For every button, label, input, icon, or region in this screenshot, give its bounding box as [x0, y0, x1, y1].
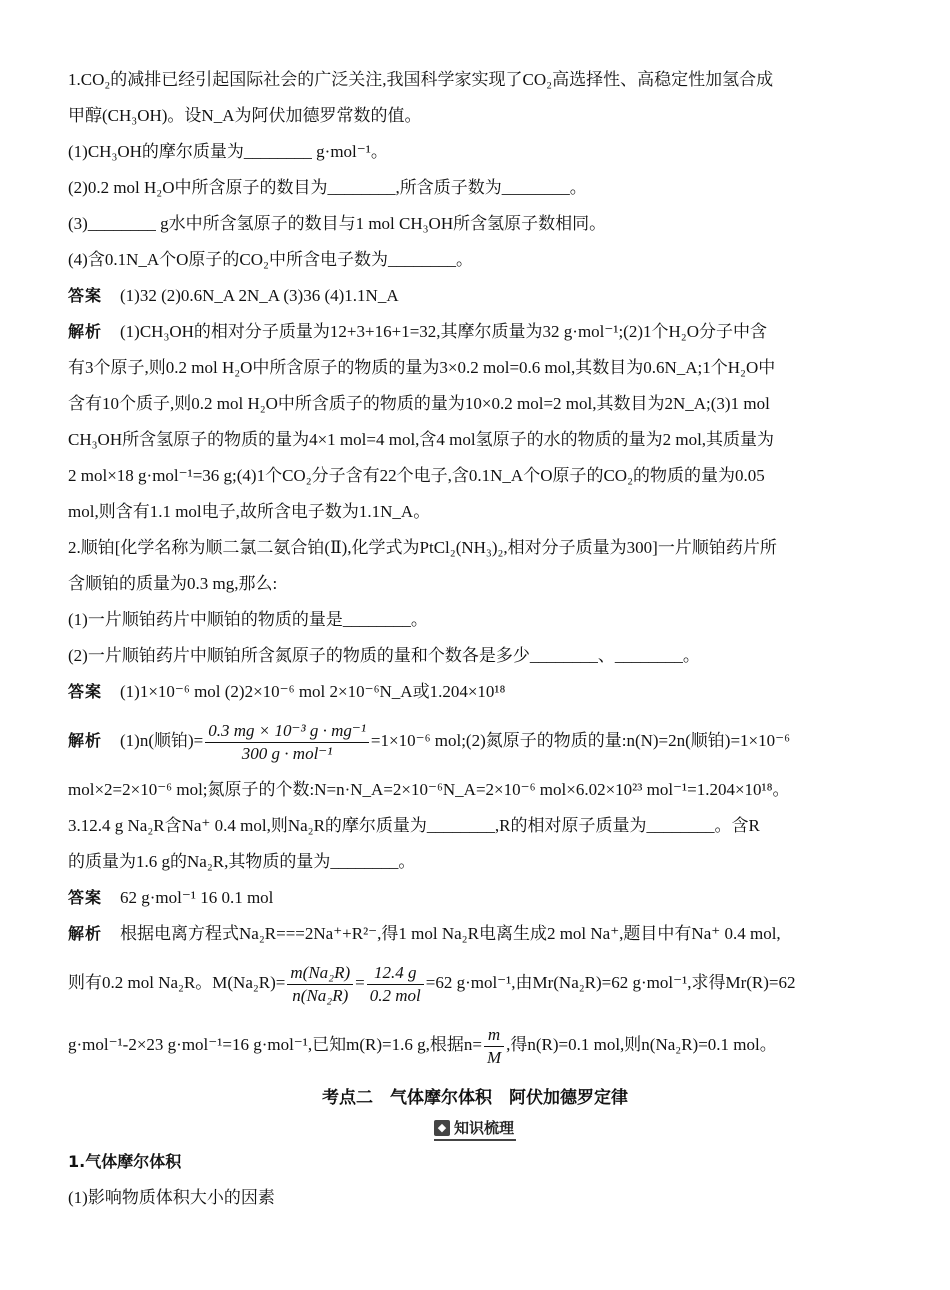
q3-stem-line1: 3.12.4 g Na₂R含Na⁺ 0.4 mol,则Na₂R的摩尔质量为________,R的相对原子质量为________。含R	[68, 816, 760, 835]
q3-stem-line2: 的质量为1.6 g的Na₂R,其物质的量为________。	[68, 852, 416, 871]
q1-answer	[68, 278, 882, 314]
q1-analysis-line6: mol,则含有1.1 mol电子,故所含电子数为1.1N_A。	[68, 502, 431, 521]
fraction-numerator: 12.4 g	[367, 962, 424, 985]
analysis-text: 根据电离方程式Na₂R===2Na⁺+R²⁻,得1 mol Na₂R电离生成2 mol Na⁺,题目中有Na⁺ 0.4 mol,	[120, 924, 781, 943]
analysis-label: 解析	[68, 322, 103, 341]
fraction	[287, 962, 353, 1007]
section-heading: 1.气体摩尔体积	[68, 1152, 182, 1171]
badge-label: 知识梳理	[453, 1119, 514, 1137]
q1-analysis-line4: CH₃OH所含氢原子的物质的量为4×1 mol=4 mol,含4 mol氢原子的水的物质的量为2 mol,其质量为	[68, 430, 775, 449]
q1-analysis-line3: 含有10个质子,则0.2 mol H₂O中所含质子的物质的量为10×0.2 mol=2 mol,其数目为2N_A;(3)1 mol	[68, 394, 770, 413]
fraction-numerator: m	[484, 1024, 504, 1047]
fraction-numerator: m(Na₂R)	[287, 962, 353, 985]
fraction-numerator: 0.3 mg × 10⁻³ g · mg⁻¹	[205, 720, 369, 743]
q2-part2: (2)一片顺铂药片中顺铂所含氮原子的物质的量和个数各是多少________、________。	[68, 646, 700, 665]
section-subheading: (1)影响物质体积大小的因素	[68, 1188, 275, 1207]
q1-stem-line2: 甲醇(CH₃OH)。设N_A为阿伏加德罗常数的值。	[68, 106, 422, 125]
q2-analysis-line1	[68, 710, 882, 772]
q2-analysis-line2: mol×2=2×10⁻⁶ mol;氮原子的个数:N=n·N_A=2×10⁻⁶N_A=2×10⁻⁶ mol×6.02×10²³ mol⁻¹=1.204×10¹⁸。	[68, 780, 790, 799]
analysis-text-post: =1×10⁻⁶ mol;(2)氮原子的物质的量:n(N)=2n(顺铂)=1×10⁻⁶	[370, 731, 791, 750]
analysis-text-pre: (1)n(顺铂)=	[120, 731, 204, 750]
analysis-text-pre: 则有0.2 mol Na₂R。M(Na₂R)=	[68, 973, 286, 992]
q2-stem-line1: 2.顺铂[化学名称为顺二氯二氨合铂(Ⅱ),化学式为PtCl₂(NH₃)₂,相对分子质量为300]一片顺铂药片所	[68, 538, 777, 557]
answer-text: (1)32 (2)0.6N_A 2N_A (3)36 (4)1.1N_A	[120, 286, 399, 305]
analysis-text-post: =62 g·mol⁻¹,由Mr(Na₂R)=62 g·mol⁻¹,求得Mr(R)=62	[425, 973, 796, 992]
fraction	[484, 1024, 504, 1069]
q2-part1: (1)一片顺铂药片中顺铂的物质的量是________。	[68, 610, 428, 629]
fraction-denominator: 0.2 mol	[369, 985, 421, 1005]
fraction-denominator: n(Na₂R)	[292, 985, 349, 1005]
analysis-text-post: ,得n(R)=0.1 mol,则n(Na₂R)=0.1 mol。	[506, 1035, 777, 1054]
answer-label: 答案	[68, 286, 103, 305]
q3-analysis-line3	[68, 1014, 882, 1076]
answer-label: 答案	[68, 888, 103, 907]
answer-text: 62 g·mol⁻¹ 16 0.1 mol	[120, 888, 274, 907]
q1-part1: (1)CH₃OH的摩尔质量为________ g·mol⁻¹。	[68, 142, 388, 161]
q1-analysis-line1	[68, 314, 882, 350]
q1-analysis-line2: 有3个原子,则0.2 mol H₂O中所含原子的物质的量为3×0.2 mol=0.6 mol,其数目为0.6N_A;1个H₂O中	[68, 358, 776, 377]
analysis-text-pre: g·mol⁻¹-2×23 g·mol⁻¹=16 g·mol⁻¹,已知m(R)=1.6 g,根据n=	[68, 1035, 482, 1054]
q1-stem-line1: 1.CO₂的减排已经引起国际社会的广泛关注,我国科学家实现了CO₂高选择性、高稳定性加氢合成	[68, 70, 774, 89]
knowledge-badge	[434, 1117, 516, 1141]
q1-analysis-line5: 2 mol×18 g·mol⁻¹=36 g;(4)1个CO₂分子含有22个电子,含0.1N_A个O原子的CO₂的物质的量为0.05	[68, 466, 765, 485]
analysis-label: 解析	[68, 924, 103, 943]
fraction	[367, 962, 424, 1007]
q2-stem-line2: 含顺铂的质量为0.3 mg,那么:	[68, 574, 278, 593]
q3-analysis-line2: 则有0.2 mol Na₂R。M(Na₂R)= $\frac{\text{m(Na₂R)}}{\text{n(Na₂R)}}$ = $\frac{12.4 g}{\text{0.2 mol}}$ =62 g·mol⁻¹,由Mr(Na₂R)=62 g·mol⁻¹,求得Mr(R)=62	[68, 962, 796, 1005]
q1-part3: (3)________ g水中所含氢原子的数目与1 mol CH₃OH所含氢原子数相同。	[68, 214, 607, 233]
analysis-label: 解析	[68, 731, 103, 750]
q2-answer	[68, 674, 882, 710]
answer-label: 答案	[68, 682, 103, 701]
q3-answer	[68, 880, 882, 916]
section-badge-row	[68, 1116, 882, 1144]
fraction-denominator: M	[486, 1047, 502, 1067]
q1-part4: (4)含0.1N_A个O原子的CO₂中所含电子数为________。	[68, 250, 473, 269]
diamond-icon: ◆	[434, 1120, 450, 1136]
q1-part2: (2)0.2 mol H₂O中所含原子的数目为________,所含质子数为________。	[68, 178, 587, 197]
fraction	[205, 720, 369, 765]
document-page	[68, 62, 882, 1216]
q3-analysis-line1	[68, 916, 882, 952]
section-title: 考点二 气体摩尔体积 阿伏加德罗定律	[322, 1088, 628, 1108]
fraction-denominator: 300 g · mol⁻¹	[241, 743, 333, 763]
answer-text: (1)1×10⁻⁶ mol (2)2×10⁻⁶ mol 2×10⁻⁶N_A或1.204×10¹⁸	[120, 682, 506, 701]
analysis-text: (1)CH₃OH的相对分子质量为12+3+16+1=32,其摩尔质量为32 g·mol⁻¹;(2)1个H₂O分子中含	[120, 322, 767, 341]
